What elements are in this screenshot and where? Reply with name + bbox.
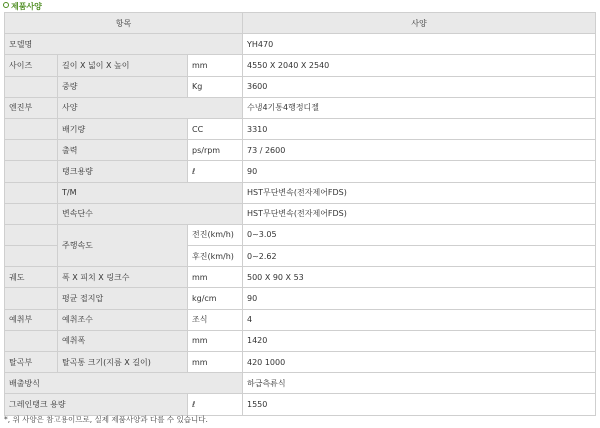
row-unit: 조식 — [188, 309, 243, 330]
table-row — [5, 267, 596, 288]
table-row — [5, 203, 596, 224]
spec-table — [4, 12, 596, 416]
row-value: 하급측류식 — [243, 373, 596, 394]
row-value: 1420 — [243, 330, 596, 351]
table-row — [5, 330, 596, 351]
row-value: 3310 — [243, 118, 596, 139]
section-title-text: 제품사양 — [11, 2, 42, 11]
row-unit: mm — [188, 330, 243, 351]
row-label: 출력 — [58, 140, 188, 161]
row-unit: 후진(km/h) — [188, 246, 243, 267]
row-label: 그레인탱크 용량 — [5, 394, 188, 415]
group-label: 예취부 — [5, 309, 58, 330]
row-label: 사양 — [58, 97, 243, 118]
row-value: HST무단변속(전자제어FDS) — [243, 182, 596, 203]
row-label: 평균 접지압 — [58, 288, 188, 309]
table-row — [5, 182, 596, 203]
row-unit: mm — [188, 352, 243, 373]
row-label: 주행속도 — [58, 224, 188, 266]
row-unit: ℓ — [188, 394, 243, 415]
row-unit: 전진(km/h) — [188, 224, 243, 245]
table-row — [5, 55, 596, 76]
table-row — [5, 76, 596, 97]
table-row — [5, 34, 596, 55]
row-unit: Kg — [188, 76, 243, 97]
group-label: 엔진부 — [5, 97, 58, 118]
row-label: 중량 — [58, 76, 188, 97]
group-label: 사이즈 — [5, 55, 58, 76]
row-value: 0~3.05 — [243, 224, 596, 245]
row-label: 폭 X 피치 X 링크수 — [58, 267, 188, 288]
row-value: 0~2.62 — [243, 246, 596, 267]
header-spec: 사양 — [243, 13, 596, 34]
row-unit: mm — [188, 267, 243, 288]
table-row — [5, 224, 596, 245]
row-label: 변속단수 — [58, 203, 243, 224]
table-row — [5, 288, 596, 309]
row-value: 수냉4기통4행정디젤 — [243, 97, 596, 118]
table-row — [5, 118, 596, 139]
row-label: 모델명 — [5, 34, 243, 55]
row-label: T/M — [58, 182, 243, 203]
table-header-row — [5, 13, 596, 34]
row-value: YH470 — [243, 34, 596, 55]
row-value: 500 X 90 X 53 — [243, 267, 596, 288]
section-title — [3, 2, 42, 12]
table-row — [5, 97, 596, 118]
row-label: 예취폭 — [58, 330, 188, 351]
row-value: 420 1000 — [243, 352, 596, 373]
row-label: 탱크용량 — [58, 161, 188, 182]
footnote: *, 위 사양은 참고용이므로, 실제 제품사양과 다를 수 있습니다. — [4, 415, 208, 424]
table-row — [5, 394, 596, 415]
bullet-icon — [3, 2, 9, 8]
row-label: 탈곡통 크기(지름 X 길이) — [58, 352, 188, 373]
row-unit: kg/cm — [188, 288, 243, 309]
row-label: 길이 X 넓이 X 높이 — [58, 55, 188, 76]
row-label: 배기량 — [58, 118, 188, 139]
table-row — [5, 140, 596, 161]
row-label: 예취조수 — [58, 309, 188, 330]
row-unit: CC — [188, 118, 243, 139]
row-value: 3600 — [243, 76, 596, 97]
table-row — [5, 309, 596, 330]
row-value: HST무단변속(전자제어FDS) — [243, 203, 596, 224]
row-value: 4 — [243, 309, 596, 330]
row-unit: ℓ — [188, 161, 243, 182]
row-unit: ps/rpm — [188, 140, 243, 161]
row-value: 73 / 2600 — [243, 140, 596, 161]
row-unit: mm — [188, 55, 243, 76]
table-row — [5, 373, 596, 394]
row-value: 4550 X 2040 X 2540 — [243, 55, 596, 76]
header-item: 항목 — [5, 13, 243, 34]
table-row — [5, 352, 596, 373]
row-label: 배출방식 — [5, 373, 243, 394]
table-row — [5, 161, 596, 182]
row-value: 90 — [243, 161, 596, 182]
row-value: 90 — [243, 288, 596, 309]
row-value: 1550 — [243, 394, 596, 415]
group-label: 궤도 — [5, 267, 58, 288]
group-label: 탈곡부 — [5, 352, 58, 373]
